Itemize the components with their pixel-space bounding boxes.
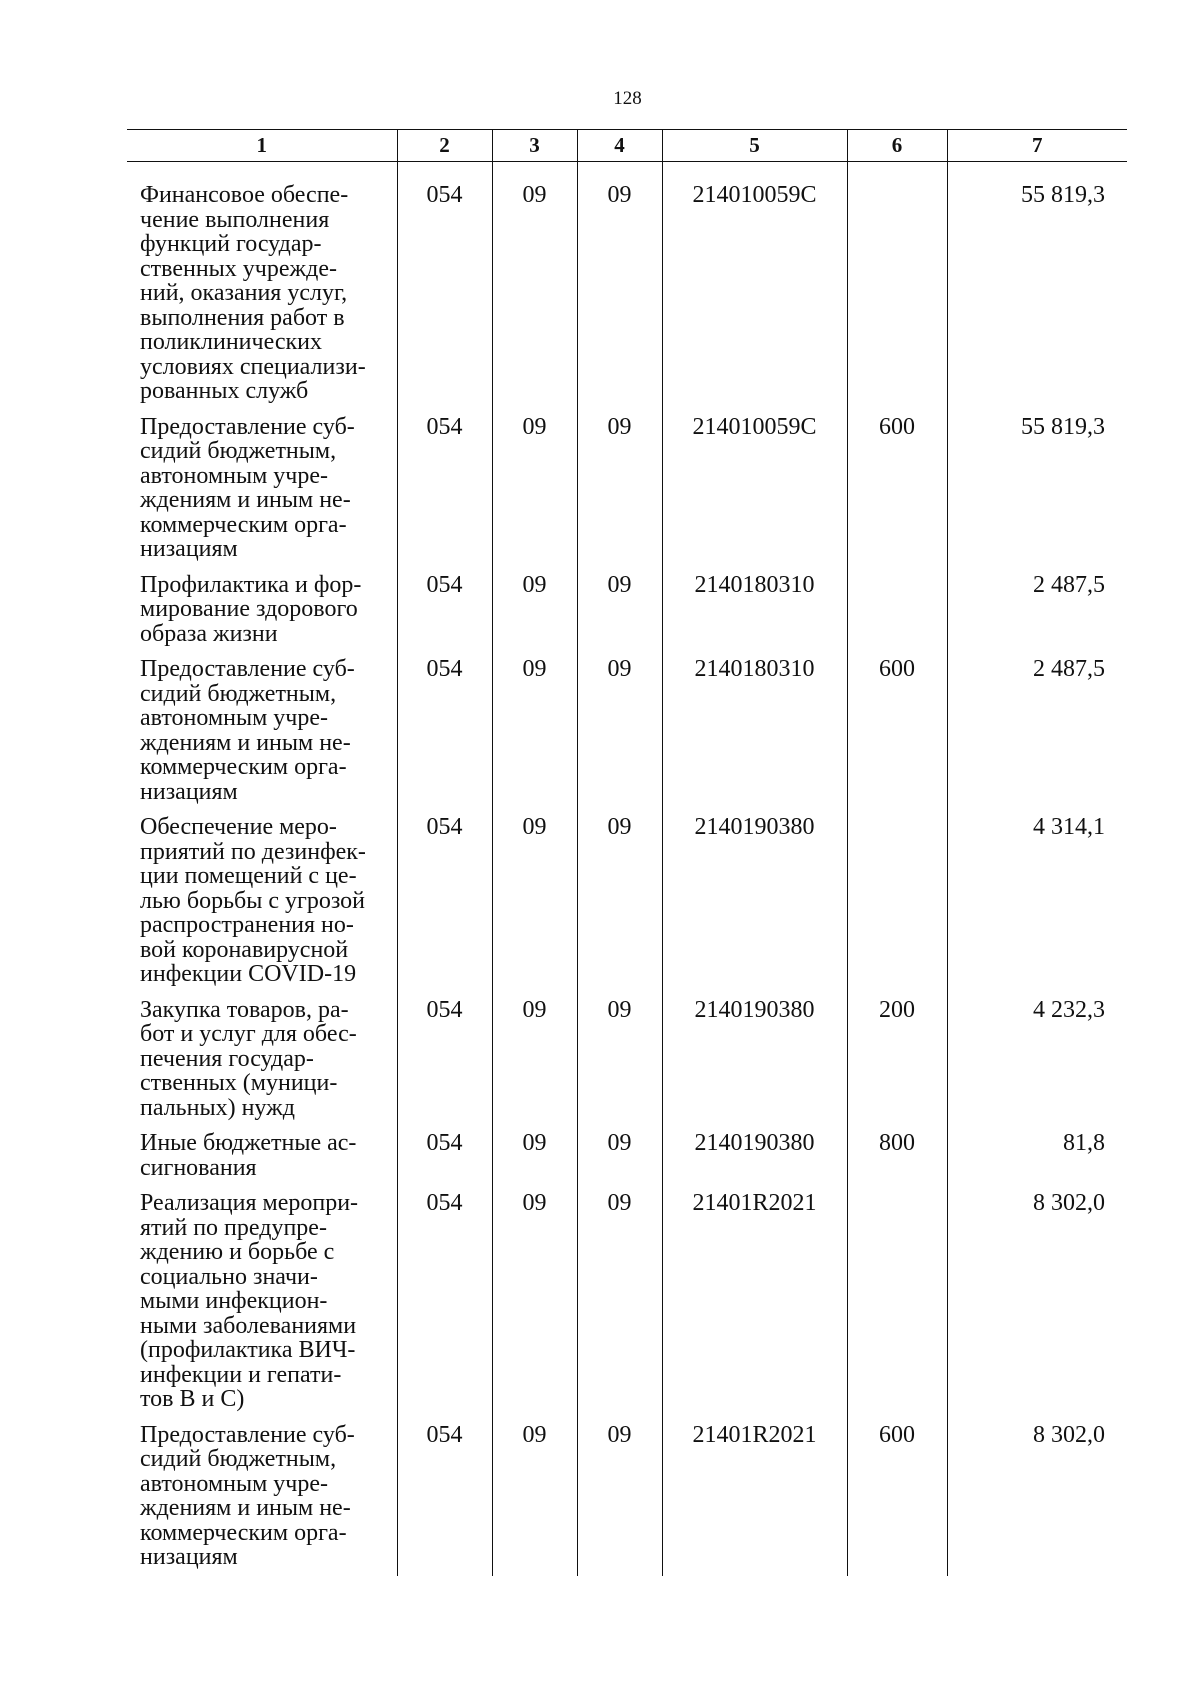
cell-expense-type [847,808,947,991]
cell-ministry-code: 054 [397,1184,492,1416]
cell-subsection: 09 [577,408,662,566]
budget-table [127,129,1127,1576]
row-description: Закупка товаров, ра- бот и услуг для обес- печения государ- ственных (муници- пальных) нужд [140,996,357,1121]
cell-expense-type: 200 [847,991,947,1125]
header-col-1: 1 [127,130,397,162]
cell-subsection: 09 [577,1416,662,1576]
cell-section: 09 [492,1124,577,1184]
row-description: Предоставление суб- сидий бюджетным, автономным учре- ждениям и иным не- коммерческим орга- низациям [140,413,355,562]
budget-table-container [127,129,1127,1576]
cell-target-article: 2140190380 [662,808,847,991]
table-header [127,130,1127,162]
table-row [127,1416,1127,1576]
header-col-6: 6 [847,130,947,162]
table-body [127,162,1127,1576]
header-col-4: 4 [577,130,662,162]
cell-section: 09 [492,808,577,991]
cell-amount: 2 487,5 [947,650,1127,808]
cell-expense-type [847,566,947,651]
row-description: Финансовое обеспе- чение выполнения функций государ- ственных учрежде- ний, оказания услуг, выполнения работ в поликлинических условиях специализи- рованных служб [140,182,366,404]
header-col-5: 5 [662,130,847,162]
row-description: Предоставление суб- сидий бюджетным, автономным учре- ждениям и иным не- коммерческим орга- низациям [140,1421,355,1570]
cell-subsection: 09 [577,1184,662,1416]
cell-section: 09 [492,1184,577,1416]
cell-section: 09 [492,650,577,808]
cell-expense-type: 600 [847,650,947,808]
row-description: Предоставление суб- сидий бюджетным, автономным учре- ждениям и иным не- коммерческим орга- низациям [140,656,355,805]
table-row [127,162,1127,408]
header-col-7: 7 [947,130,1127,162]
cell-section: 09 [492,162,577,408]
cell-expense-type [847,162,947,408]
cell-ministry-code: 054 [397,1416,492,1576]
cell-expense-type [847,1184,947,1416]
table-row [127,650,1127,808]
table-row [127,991,1127,1125]
cell-expense-type: 600 [847,408,947,566]
row-description: Реализация меропри- ятий по предупре- ждению и борьбе с социально значи- мыми инфекцион- ными заболеваниями (профилактика ВИЧ- инфекции и гепати- тов В и С) [140,1190,359,1412]
header-row [127,130,1127,162]
table-row [127,1124,1127,1184]
cell-ministry-code: 054 [397,1124,492,1184]
page-number: 128 [613,88,642,109]
cell-ministry-code: 054 [397,162,492,408]
cell-target-article: 214010059C [662,162,847,408]
table-row [127,1184,1127,1416]
cell-ministry-code: 054 [397,650,492,808]
cell-amount: 81,8 [947,1124,1127,1184]
cell-amount: 4 232,3 [947,991,1127,1125]
cell-section: 09 [492,991,577,1125]
row-description: Профилактика и фор- мирование здорового образа жизни [140,571,362,647]
cell-section: 09 [492,566,577,651]
cell-expense-type: 600 [847,1416,947,1576]
cell-amount: 55 819,3 [947,408,1127,566]
cell-section: 09 [492,408,577,566]
header-col-2: 2 [397,130,492,162]
cell-subsection: 09 [577,650,662,808]
cell-amount: 2 487,5 [947,566,1127,651]
cell-subsection: 09 [577,808,662,991]
table-row [127,808,1127,991]
cell-subsection: 09 [577,162,662,408]
cell-ministry-code: 054 [397,566,492,651]
row-description: Обеспечение меро- приятий по дезинфек- ции помещений с це- лью борьбы с угрозой распространения но- вой коронавирусной инфекции COVID-19 [140,814,366,987]
cell-amount: 4 314,1 [947,808,1127,991]
cell-target-article: 21401R2021 [662,1184,847,1416]
cell-ministry-code: 054 [397,808,492,991]
cell-amount: 55 819,3 [947,162,1127,408]
cell-ministry-code: 054 [397,991,492,1125]
cell-section: 09 [492,1416,577,1576]
cell-target-article: 2140190380 [662,991,847,1125]
table-row [127,566,1127,651]
cell-target-article: 2140180310 [662,566,847,651]
cell-target-article: 2140180310 [662,650,847,808]
cell-subsection: 09 [577,991,662,1125]
cell-amount: 8 302,0 [947,1416,1127,1576]
cell-expense-type: 800 [847,1124,947,1184]
cell-target-article: 2140190380 [662,1124,847,1184]
row-description: Иные бюджетные ас- сигнования [140,1130,357,1181]
cell-subsection: 09 [577,566,662,651]
cell-subsection: 09 [577,1124,662,1184]
cell-target-article: 21401R2021 [662,1416,847,1576]
header-col-3: 3 [492,130,577,162]
cell-target-article: 214010059C [662,408,847,566]
cell-ministry-code: 054 [397,408,492,566]
table-row [127,408,1127,566]
cell-amount: 8 302,0 [947,1184,1127,1416]
